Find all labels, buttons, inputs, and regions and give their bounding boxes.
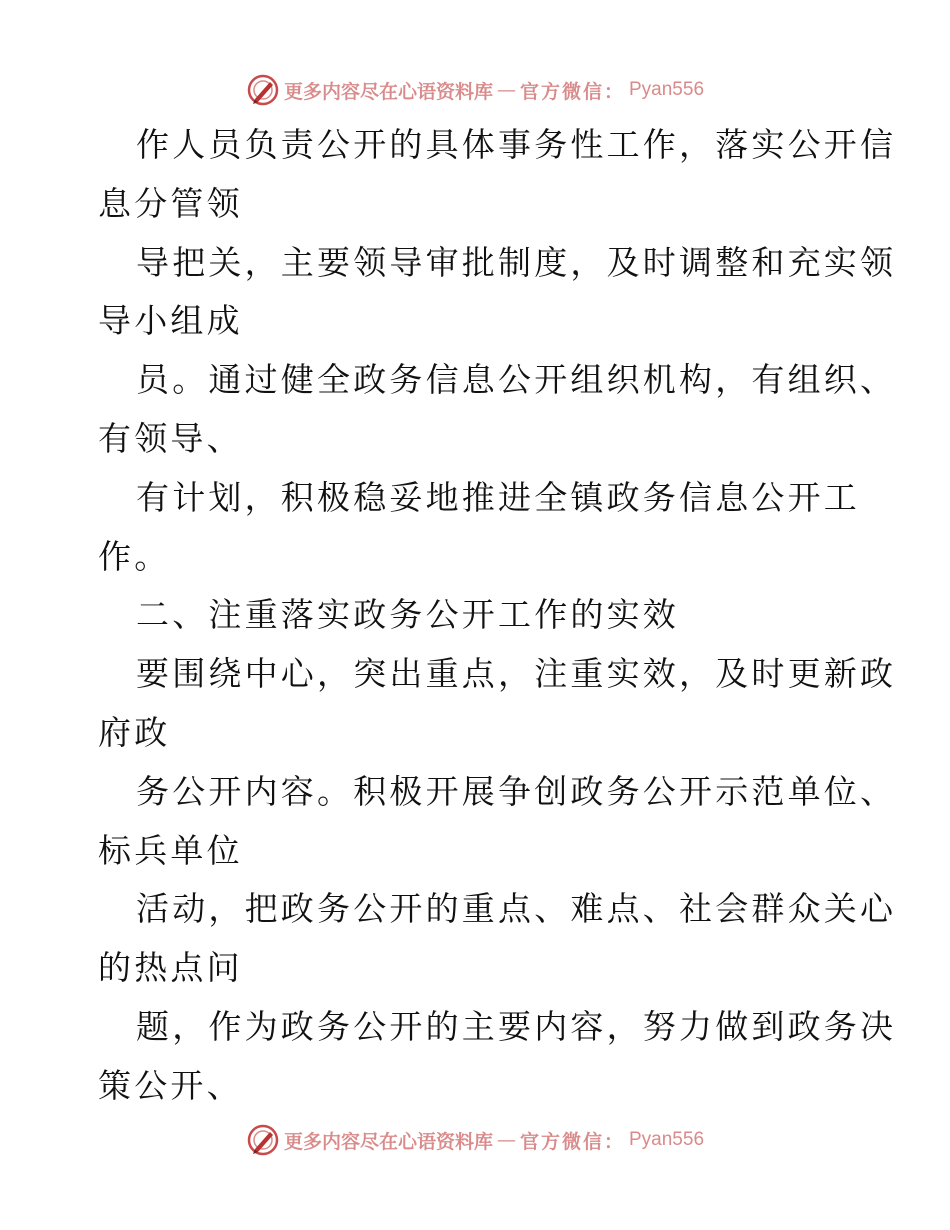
text-line: 导小组成 <box>98 301 243 341</box>
text-line: 务公开内容。积极开展争创政务公开示范单位、 <box>136 771 897 811</box>
text-line: 有计划，积极稳妥地推进全镇政务信息公开工 <box>136 477 860 517</box>
text-line: 的热点问 <box>98 948 243 988</box>
text-line: 作人员负责公开的具体事务性工作，落实公开信 <box>136 125 897 164</box>
watermark-contact-label: 官方微信： <box>519 80 625 103</box>
text-line: 要围绕中心，突出重点，注重实效，及时更新政 <box>136 654 897 694</box>
pen-logo-icon <box>246 73 280 107</box>
watermark-separator: — <box>496 1129 516 1151</box>
watermark-separator: — <box>496 79 516 101</box>
document-body <box>98 116 897 1116</box>
text-line: 策公开、 <box>98 1065 243 1105</box>
text-line: 导把关，主要领导审批制度，及时调整和充实领 <box>136 242 897 282</box>
text-line: 员。通过健全政务信息公开组织机构，有组织、 <box>136 360 897 400</box>
text-line: 活动，把政务公开的重点、难点、社会群众关心 <box>136 889 897 929</box>
watermark-contact-id: Pyan556 <box>629 1129 705 1150</box>
pen-logo-icon <box>246 1123 280 1157</box>
text-line: 息分管领 <box>98 183 243 223</box>
watermark-brand: 更多内容尽在心语资料库 <box>283 1130 493 1153</box>
header-watermark <box>0 70 950 110</box>
text-line: 有领导、 <box>98 418 243 458</box>
footer-watermark <box>0 1120 950 1160</box>
text-line: 府政 <box>98 712 171 752</box>
watermark-contact-label: 官方微信： <box>519 1130 625 1153</box>
watermark-contact-id: Pyan556 <box>629 79 705 100</box>
text-line: 标兵单位 <box>98 830 243 870</box>
text-line: 二、注重落实政务公开工作的实效 <box>136 595 679 635</box>
text-line: 作。 <box>98 536 171 576</box>
text-line: 题，作为政务公开的主要内容，努力做到政务决 <box>136 1006 897 1046</box>
watermark-brand: 更多内容尽在心语资料库 <box>283 80 493 103</box>
